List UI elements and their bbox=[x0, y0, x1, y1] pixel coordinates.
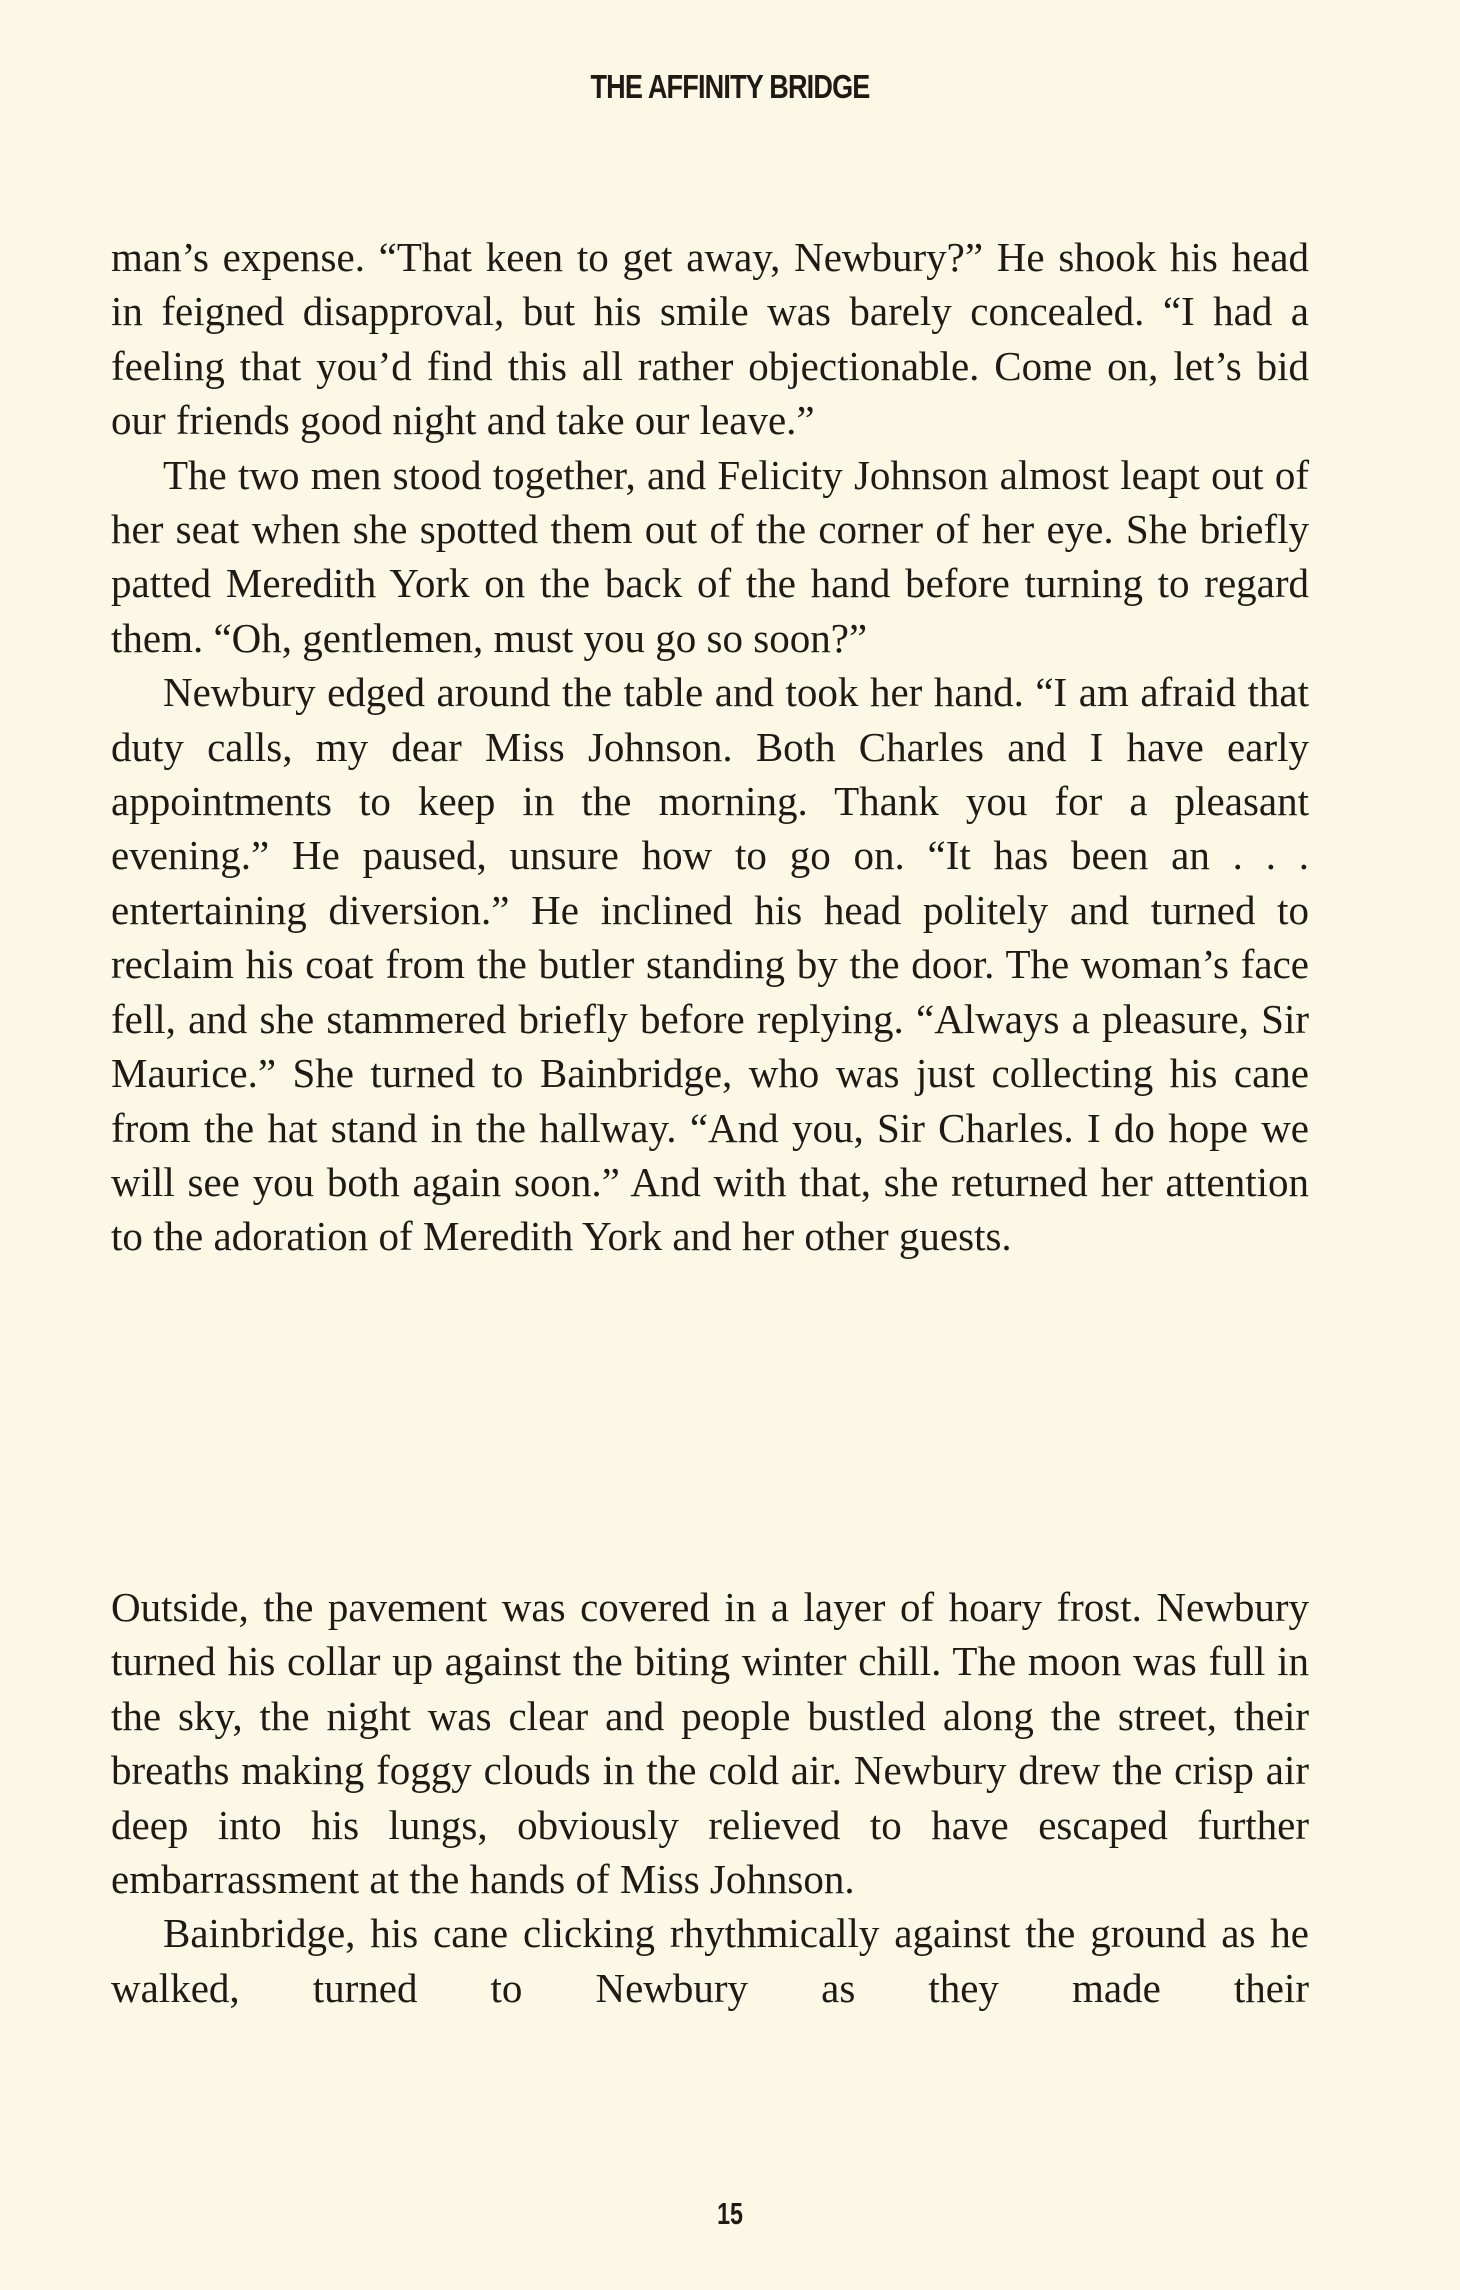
running-head-title: THE AFFINITY BRIDGE bbox=[590, 68, 870, 105]
paragraph-section-opening: Outside, the pavement was covered in a layer of hoary frost. Newbury turned his collar up against the biting winter chill. The moon was full in the sky, the night was clear and people bustled along the street, their breaths making foggy clouds in the cold air. Newbury drew the crisp air deep into his lungs, obviously relieved to have escaped further embarrassment at the hands of Miss Johnson. bbox=[111, 1584, 1309, 1903]
section-two bbox=[111, 1580, 1309, 2015]
paragraph-continued: man’s expense. “That keen to get away, Newbury?” He shook his head in feigned disapproval, but his smile was barely concealed. “I had a feeling that you’d find this all rather objectionable. Come on, let’s bid our friends good night and take our leave.” bbox=[111, 234, 1309, 444]
paragraph: Newbury edged around the table and took her hand. “I am afraid that duty calls, my dear Miss Johnson. Both Charles and I have early appointments to keep in the morning. Thank you for a pleasant evening.” He paused, unsure how to go on. “It has been an . . . entertaining diversion.” He inclined his head politely and turned to reclaim his coat from the butler standing by the door. The woman’s face fell, and she stammered briefly before replying. “Always a pleasure, Sir Maurice.” She turned to Bainbridge, who was just collecting his cane from the hat stand in the hallway. “And you, Sir Charles. I do hope we will see you both again soon.” And with that, she returned her attention to the adoration of Meredith York and her other guests. bbox=[111, 669, 1309, 1260]
paragraph: The two men stood together, and Felicity Johnson almost leapt out of her seat when she spotted them out of the corner of her eye. She briefly patted Meredith York on the back of the hand before turning to regard them. “Oh, gentlemen, must you go so soon?” bbox=[111, 451, 1309, 661]
section-one bbox=[111, 230, 1309, 1264]
paragraph-continues-next-page: Bainbridge, his cane clicking rhythmically against the ground as he walked, turned to Newbury as they made their bbox=[111, 1910, 1309, 2011]
page-number: 15 bbox=[717, 2196, 743, 2231]
